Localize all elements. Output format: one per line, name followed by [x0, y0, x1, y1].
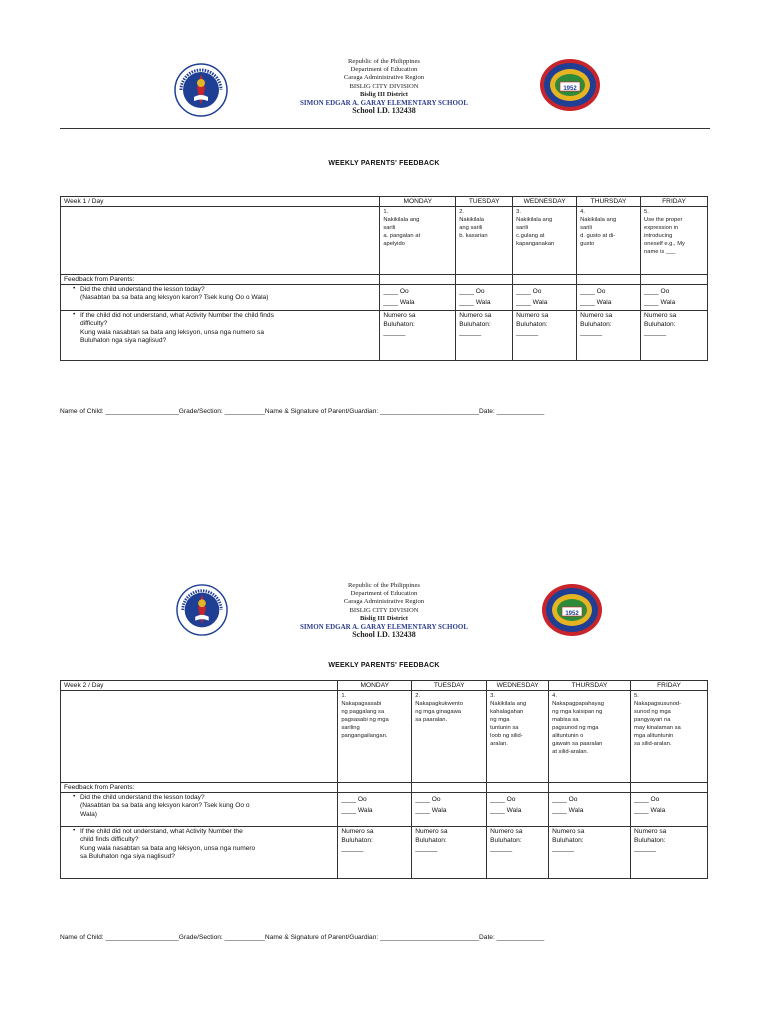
lesson-monday — [338, 691, 412, 783]
question-text: Wala) — [80, 810, 97, 818]
wala-option: ____ Wala — [644, 299, 676, 306]
lesson-line: pagsunod ng mga — [552, 725, 599, 731]
difficulty-row — [61, 827, 708, 879]
lesson-line: aralan. — [490, 741, 508, 747]
lesson-line: 4. — [552, 693, 557, 699]
checkbox-cell-wednesday[interactable] — [513, 285, 577, 311]
lesson-line: Nakapagsasabi — [341, 701, 382, 707]
header-line-department: Department of Education — [350, 590, 418, 598]
feedback-table — [60, 680, 708, 879]
question-text: • If the child did not understand, what Activity Number the — [80, 828, 243, 835]
lesson-line: Nakapagkukwento — [415, 701, 463, 707]
school-seal-year: 1952 — [565, 611, 579, 617]
lesson-thursday — [549, 691, 631, 783]
blank-line: ______ — [490, 845, 513, 853]
lesson-line: ng mga — [490, 717, 510, 723]
table-header-row — [61, 197, 708, 207]
oo-option: ____ Oo — [552, 796, 578, 803]
day-tuesday: TUESDAY — [412, 681, 487, 691]
oo-option: ____ Oo — [341, 796, 367, 803]
blank-line: ______ — [459, 329, 482, 337]
lesson-line: Nakikilala ang — [516, 217, 553, 223]
buluhaton-label: Buluhaton: — [516, 320, 548, 328]
buluhaton-label: Buluhaton: — [634, 836, 666, 844]
question-text: (Nasabtan ba sa bata ang leksyon karon? Tsek kung Oo o Wala) — [80, 294, 269, 302]
lesson-line: ng mga ginagawa — [415, 709, 461, 715]
lesson-monday — [380, 207, 456, 275]
activity-number-thursday[interactable] — [549, 827, 631, 879]
lesson-line: 5. — [644, 209, 649, 215]
wala-option: ____ Wala — [516, 299, 548, 306]
lesson-line: mabisa sa — [552, 717, 579, 723]
oo-option: ____ Oo — [415, 796, 441, 803]
header-line-department: Department of Education — [350, 66, 418, 74]
lesson-line: 3. — [516, 209, 521, 215]
lesson-line: Nakikilala ang — [490, 701, 527, 707]
wala-option: ____ Wala — [580, 299, 612, 306]
day-tuesday: TUESDAY — [456, 197, 513, 207]
header-school-name: SIMON EDGAR A. GARAY ELEMENTARY SCHOOL — [299, 623, 469, 632]
header-line-division: BISLIG CITY DIVISION — [349, 606, 419, 614]
numero-label: Numero sa — [580, 312, 613, 319]
wala-option: ____ Wala — [415, 807, 447, 814]
lesson-line: sa paaralan. — [415, 717, 448, 723]
checkbox-cell-wednesday[interactable] — [487, 793, 549, 827]
lesson-line: apelyido — [383, 241, 405, 247]
school-header — [0, 58, 768, 120]
signature-row[interactable]: Name of Child: ____________________Grade/Section: ___________Name & Signature of Parent/Guardian: ___________________________Date: _____________ — [60, 408, 545, 415]
buluhaton-label: Buluhaton: — [490, 836, 522, 844]
checkbox-cell-tuesday[interactable] — [412, 793, 487, 827]
lesson-line: sarili — [580, 225, 593, 231]
lesson-tuesday — [412, 691, 487, 783]
question-text: difficulty? — [80, 320, 108, 328]
lesson-line: kapanganakan — [516, 241, 555, 247]
oo-option: ____ Oo — [459, 288, 485, 295]
lesson-line: gawain sa paaralan — [552, 741, 603, 747]
checkbox-cell-friday[interactable] — [641, 285, 708, 311]
week-label: Week 2 / Day — [61, 681, 338, 691]
lesson-line: Nakapagsusunod- — [634, 701, 682, 707]
day-thursday: THURSDAY — [577, 197, 641, 207]
day-wednesday: WEDNESDAY — [487, 681, 549, 691]
lesson-line: oneself e.g., My — [644, 241, 685, 247]
lesson-line: Nakikilala ang — [383, 217, 420, 223]
feedback-label-row — [61, 783, 708, 793]
day-monday: MONDAY — [338, 681, 412, 691]
form-title: WEEKLY PARENTS' FEEDBACK — [328, 662, 440, 669]
lesson-line: pangyayari na — [634, 717, 671, 723]
buluhaton-label: Buluhaton: — [415, 836, 447, 844]
lesson-line: 3. — [490, 693, 495, 699]
checkbox-cell-monday[interactable] — [380, 285, 456, 311]
lesson-line: name is ___ — [644, 249, 676, 255]
lesson-line: Nakikilala ang — [580, 217, 617, 223]
header-line-republic: Republic of the Philippines — [348, 582, 420, 589]
oo-option: ____ Oo — [383, 288, 409, 295]
activity-number-tuesday[interactable] — [412, 827, 487, 879]
activity-number-monday[interactable] — [338, 827, 412, 879]
checkbox-cell-tuesday[interactable] — [456, 285, 513, 311]
buluhaton-label: Buluhaton: — [644, 320, 676, 328]
question-text: child finds difficulty? — [80, 836, 139, 844]
buluhaton-label: Buluhaton: — [552, 836, 584, 844]
lesson-line: ang sarili — [459, 225, 483, 231]
lesson-line: may kinalaman sa — [634, 725, 681, 731]
lesson-line: sarili — [383, 225, 396, 231]
blank-line: ______ — [415, 845, 438, 853]
lesson-line: expression in — [644, 225, 679, 231]
buluhaton-label: Buluhaton: — [580, 320, 612, 328]
lesson-wednesday — [487, 691, 549, 783]
wala-option: ____ Wala — [459, 299, 491, 306]
numero-label: Numero sa — [415, 828, 448, 835]
lesson-friday — [631, 691, 708, 783]
header-line-district: Bislig III District — [360, 614, 408, 622]
lesson-row-label — [61, 207, 380, 275]
blank-line: ______ — [552, 845, 575, 853]
lesson-line: pangangailangan. — [341, 733, 388, 739]
oo-option: ____ Oo — [644, 288, 670, 295]
question-text: Buluhaton nga siya naglisud? — [80, 337, 167, 345]
lesson-line: 1. — [383, 209, 389, 215]
lesson-line: sariling — [341, 725, 360, 731]
signature-row[interactable]: Name of Child: ____________________Grade/Section: ___________Name & Signature of Parent/Guardian: ___________________________Date: _____________ — [60, 934, 545, 941]
question-text: sa Buluhaton nga siya naglisud? — [80, 853, 175, 861]
lesson-line: 2. — [459, 209, 465, 215]
week-label: Week 1 / Day — [61, 197, 380, 207]
difficulty-row — [61, 311, 708, 361]
blank-line: ______ — [644, 329, 667, 337]
header-line-region: Caraga Administrative Region — [343, 598, 425, 606]
buluhaton-label: Buluhaton: — [459, 320, 491, 328]
activity-number-wednesday[interactable] — [513, 311, 577, 361]
lesson-line: Use the proper — [644, 217, 683, 223]
wala-option: ____ Wala — [383, 299, 415, 306]
question-text: • If the child did not understand, what Activity Number the child finds — [80, 312, 274, 319]
checkbox-cell-thursday[interactable] — [549, 793, 631, 827]
feedback-label: Feedback from Parents: — [61, 783, 338, 793]
feedback-label-row — [61, 275, 708, 285]
lesson-line: mga alituntunin — [634, 733, 674, 739]
checkbox-cell-monday[interactable] — [338, 793, 412, 827]
school-seal-year: 1952 — [563, 86, 577, 92]
blank-line: ______ — [383, 329, 406, 337]
numero-label: Numero sa — [383, 312, 416, 319]
lesson-line: gusto — [580, 241, 595, 247]
activity-number-tuesday[interactable] — [456, 311, 513, 361]
question-understood — [61, 285, 380, 311]
school-header — [0, 582, 768, 644]
question-text: Kung wala nasabtan sa bata ang leksyon, unsa nga numero sa — [80, 328, 265, 336]
header-line-division: BISLIG CITY DIVISION — [349, 82, 419, 90]
lesson-line: sa silid-aralan. — [634, 741, 672, 747]
blank-line: ______ — [580, 329, 603, 337]
understanding-row — [61, 285, 708, 311]
blank-line: ______ — [341, 845, 364, 853]
checkbox-cell-thursday[interactable] — [577, 285, 641, 311]
numero-label: Numero sa — [634, 828, 667, 835]
blank-line: ______ — [516, 329, 539, 337]
lesson-line: sunod ng mga — [634, 709, 671, 715]
day-thursday: THURSDAY — [549, 681, 631, 691]
numero-label: Numero sa — [459, 312, 492, 319]
school-letterhead — [260, 58, 508, 115]
lesson-line: d. gusto at di- — [580, 233, 616, 239]
activity-number-thursday[interactable] — [577, 311, 641, 361]
lesson-friday — [641, 207, 708, 275]
lesson-line: 4. — [580, 209, 585, 215]
lesson-line: Nakikilala — [459, 217, 485, 223]
lesson-line: sarili — [516, 225, 529, 231]
day-wednesday: WEDNESDAY — [513, 197, 577, 207]
wala-option: ____ Wala — [634, 807, 666, 814]
header-school-id: School I.D. 132438 — [352, 106, 416, 116]
lesson-row — [61, 207, 708, 275]
table-header-row — [61, 681, 708, 691]
header-line-republic: Republic of the Philippines — [348, 58, 420, 65]
day-monday: MONDAY — [380, 197, 456, 207]
question-understood — [61, 793, 338, 827]
wala-option: ____ Wala — [490, 807, 522, 814]
lesson-row-label — [61, 691, 338, 783]
activity-number-friday[interactable] — [631, 827, 708, 879]
header-line-district: Bislig III District — [360, 90, 408, 98]
lesson-line: ng paggalang sa — [341, 709, 385, 715]
question-difficulty — [61, 827, 338, 879]
feedback-label: Feedback from Parents: — [61, 275, 380, 285]
numero-label: Numero sa — [490, 828, 523, 835]
numero-label: Numero sa — [516, 312, 549, 319]
school-letterhead — [260, 582, 508, 639]
oo-option: ____ Oo — [634, 796, 660, 803]
day-friday: FRIDAY — [641, 197, 708, 207]
lesson-wednesday — [513, 207, 577, 275]
header-school-name: SIMON EDGAR A. GARAY ELEMENTARY SCHOOL — [299, 99, 469, 108]
lesson-line: at silid-aralan. — [552, 749, 589, 755]
activity-number-wednesday[interactable] — [487, 827, 549, 879]
oo-option: ____ Oo — [516, 288, 542, 295]
wala-option: ____ Wala — [552, 807, 584, 814]
wala-option: ____ Wala — [341, 807, 373, 814]
lesson-line: alituntunin o — [552, 733, 584, 739]
lesson-tuesday — [456, 207, 513, 275]
lesson-line: c.gulang at — [516, 233, 545, 239]
lesson-line: a. pangalan at — [383, 233, 421, 239]
lesson-thursday — [577, 207, 641, 275]
lesson-row — [61, 691, 708, 783]
header-divider — [60, 128, 710, 129]
activity-number-monday[interactable] — [380, 311, 456, 361]
lesson-line: pagsasabi ng mga — [341, 717, 389, 723]
day-friday: FRIDAY — [631, 681, 708, 691]
numero-label: Numero sa — [644, 312, 677, 319]
feedback-table — [60, 196, 708, 361]
numero-label: Numero sa — [341, 828, 374, 835]
question-text: Kung wala nasabtan sa bata ang leksyon, unsa nga numero — [80, 844, 256, 852]
activity-number-friday[interactable] — [641, 311, 708, 361]
lesson-line: ng mga kaisipan ng — [552, 709, 603, 715]
buluhaton-label: Buluhaton: — [341, 836, 373, 844]
header-line-region: Caraga Administrative Region — [343, 74, 425, 82]
lesson-line: tuntunin sa — [490, 725, 519, 731]
question-text: • Did the child understand the lesson today? — [80, 794, 205, 801]
oo-option: ____ Oo — [580, 288, 606, 295]
header-school-id: School I.D. 132438 — [352, 630, 416, 640]
question-text: (Nasabtan ba sa bata ang leksyon karon? Tsek kung Oo o — [80, 802, 250, 810]
understanding-row — [61, 793, 708, 827]
blank-line: ______ — [634, 845, 657, 853]
form-title: WEEKLY PARENTS' FEEDBACK — [328, 160, 440, 167]
lesson-line: 5. — [634, 693, 639, 699]
oo-option: ____ Oo — [490, 796, 516, 803]
question-difficulty — [61, 311, 380, 361]
lesson-line: 2. — [415, 693, 421, 699]
lesson-line: 1. — [341, 693, 347, 699]
lesson-line: Nakapagpapahayag — [552, 701, 605, 707]
checkbox-cell-friday[interactable] — [631, 793, 708, 827]
lesson-line: introducing — [644, 233, 673, 239]
numero-label: Numero sa — [552, 828, 585, 835]
lesson-line: loob ng silid- — [490, 733, 523, 739]
lesson-line: kahalagahan — [490, 709, 524, 715]
question-text: • Did the child understand the lesson today? — [80, 286, 205, 293]
buluhaton-label: Buluhaton: — [383, 320, 415, 328]
lesson-line: b. kasarian — [459, 233, 488, 239]
